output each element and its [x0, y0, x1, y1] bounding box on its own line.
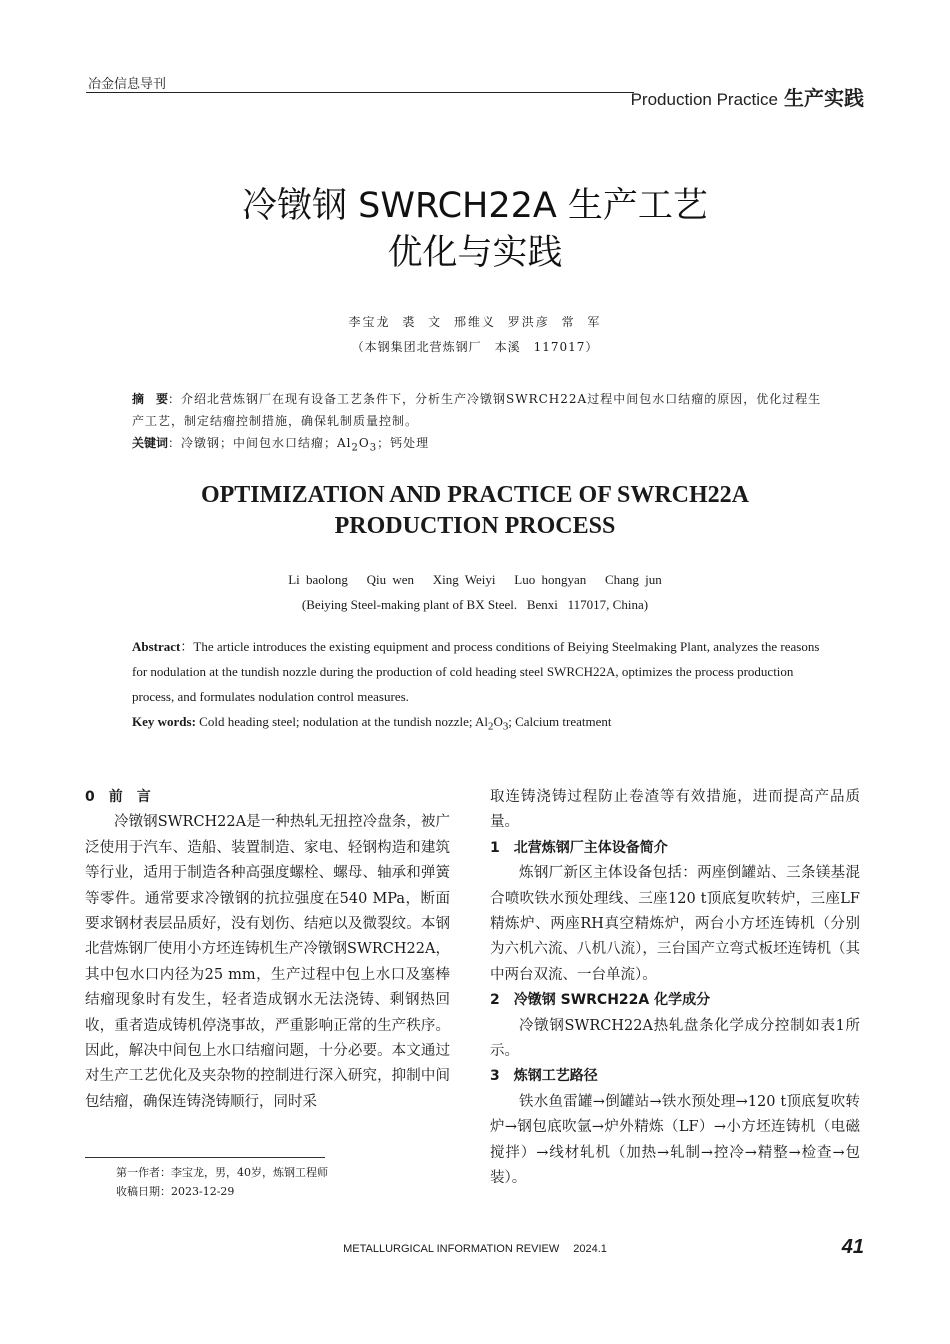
journal-name: 冶金信息导刊 [88, 77, 167, 92]
keywords-cn-text3: ；钙处理 [377, 436, 430, 450]
keywords-en-text1: Cold heading steel; nodulation at the tundish nozzle; Al [195, 714, 489, 729]
keywords-cn-sub2: 3 [369, 442, 378, 454]
keywords-cn-sub1: 2 [351, 442, 359, 454]
section-header [631, 82, 864, 111]
section-0-paragraph: 冷镦钢SWRCH22A是一种热轧无扭控冷盘条，被广泛使用于汽车、造船、装置制造、家电、轻钢构造和建筑等行业，适用于制造各种高强度螺栓、螺母、轴承和弹簧等零件。通常要求冷镦钢的抗拉强度在540 MPa，断面要求钢材表层品质好，没有划伤、结疤以及微裂纹。本钢北营炼钢厂使用小方坯连铸机生产冷镦钢SWRCH22A，其中包水口内径为25 mm，生产过程中包上水口及塞棒结瘤现象时有发生，轻者造成钢水无法浇铸、剩钢热回收，重者造成铸机停浇事故，严重影响正常的生产秩序。因此，解决中间包上水口结瘤问题，十分必要。本文通过对生产工艺优化及夹杂物的控制进行深入研究，抑制中间包结瘤，确保连铸浇铸顺行，同时采 [85, 814, 450, 1110]
title-cn-line1: 冷镦钢 SWRCH22A 生产工艺 [242, 186, 708, 226]
section-3-paragraph: 铁水鱼雷罐→倒罐站→铁水预处理→120 t顶底复吹转炉→钢包底吹氩→炉外精炼（LF）→小方坯连铸机（电磁搅拌）→线材轧机（加热→轧制→控冷→精整→检查→包装）。 [490, 1093, 860, 1187]
keywords-en-sub1: 2 [488, 720, 494, 733]
title-en [0, 480, 950, 542]
keywords-en-text3: ; Calcium treatment [508, 714, 612, 729]
continued-paragraph: 取连铸浇铸过程防止卷渣等有效措施，进而提高产品质量。 [490, 789, 860, 831]
footer-issue: 2024.1 [573, 1243, 607, 1255]
title-en-line1: OPTIMIZATION AND PRACTICE OF SWRCH22A [200, 482, 750, 508]
footnote-author: 第一作者：李宝龙，男，40岁，炼钢工程师 [116, 1166, 328, 1179]
body-column-right [490, 785, 860, 1192]
abstract-cn-label: 摘 要 [132, 392, 169, 406]
keywords-cn-text1: ：冷镦钢；中间包水口结瘤；Al [168, 436, 352, 450]
header-rule [86, 92, 634, 93]
section-0-heading: 0 前 言 [85, 789, 151, 805]
keywords-en-label: Key words: [132, 714, 196, 729]
section-2-heading: 2 冷镦钢 SWRCH22A 化学成分 [490, 992, 711, 1009]
abstract-en-body [132, 634, 822, 709]
body-column-left [85, 785, 450, 1115]
section-en: Production Practice [630, 90, 778, 109]
keywords-en-sub2: 3 [502, 720, 509, 733]
abstract-en-text: ：The article introduces the existing equipment and process conditions of Beiying Steelmaking Plant, analyzes the reasons for nodulation at the tundish nozzle during the production of cold heading steel SWRCH22A, optimizes the process production process, and formulates nodulation control measures. [132, 639, 820, 704]
keywords-cn-label: 关键词 [132, 436, 169, 450]
abstract-cn-body [132, 388, 822, 432]
footnote-received: 收稿日期：2023-12-29 [116, 1185, 235, 1198]
abstract-cn [132, 388, 822, 459]
title-cn-line2: 优化与实践 [387, 233, 563, 273]
title-cn [0, 183, 950, 277]
page-number: 41 [841, 1236, 864, 1258]
keywords-en-text2: O [493, 714, 503, 729]
section-1-paragraph: 炼钢厂新区主体设备包括：两座倒罐站、三条镁基混合喷吹铁水预处理线、三座120 t顶底复吹转炉，三座LF精炼炉、两座RH真空精炼炉，两台小方坯连铸机（分别为六机六流、八机八流），三台国产立弯式板坯连铸机（其中两台双流、一台单流）。 [490, 865, 860, 983]
section-3-heading: 3 炼钢工艺路径 [490, 1068, 598, 1085]
authors-en: Li baolong Qiu wen Xing Weiyi Luo hongyan Chang jun [288, 572, 662, 587]
abstract-en-label: Abstract [132, 639, 181, 654]
affiliation-cn: （本钢集团北营炼钢厂 本溪 117017） [351, 340, 599, 354]
keywords-cn [132, 432, 822, 459]
abstract-en [132, 634, 822, 740]
abstract-cn-text: ：介绍北营炼钢厂在现有设备工艺条件下，分析生产冷镦钢SWRCH22A过程中间包水口结瘤的原因，优化过程生产工艺，制定结瘤控制措施，确保轧制质量控制。 [132, 392, 822, 428]
footnote-rule [85, 1157, 325, 1158]
authors-cn: 李宝龙 裘 文 邢维义 罗洪彦 常 军 [348, 315, 602, 329]
footnote [116, 1163, 328, 1201]
affiliation-en: (Beiying Steel-making plant of BX Steel. Benxi 117017, China) [301, 597, 649, 612]
keywords-en [132, 709, 822, 740]
section-cn: 生产实践 [784, 86, 864, 110]
footer [0, 1243, 950, 1255]
section-2-paragraph: 冷镦钢SWRCH22A热轧盘条化学成分控制如表1所示。 [490, 1017, 860, 1060]
section-1-heading: 1 北营炼钢厂主体设备简介 [490, 839, 668, 856]
title-en-line2: PRODUCTION PROCESS [334, 513, 616, 539]
footer-journal: METALLURGICAL INFORMATION REVIEW [343, 1243, 560, 1255]
keywords-cn-text2: O [358, 436, 370, 450]
